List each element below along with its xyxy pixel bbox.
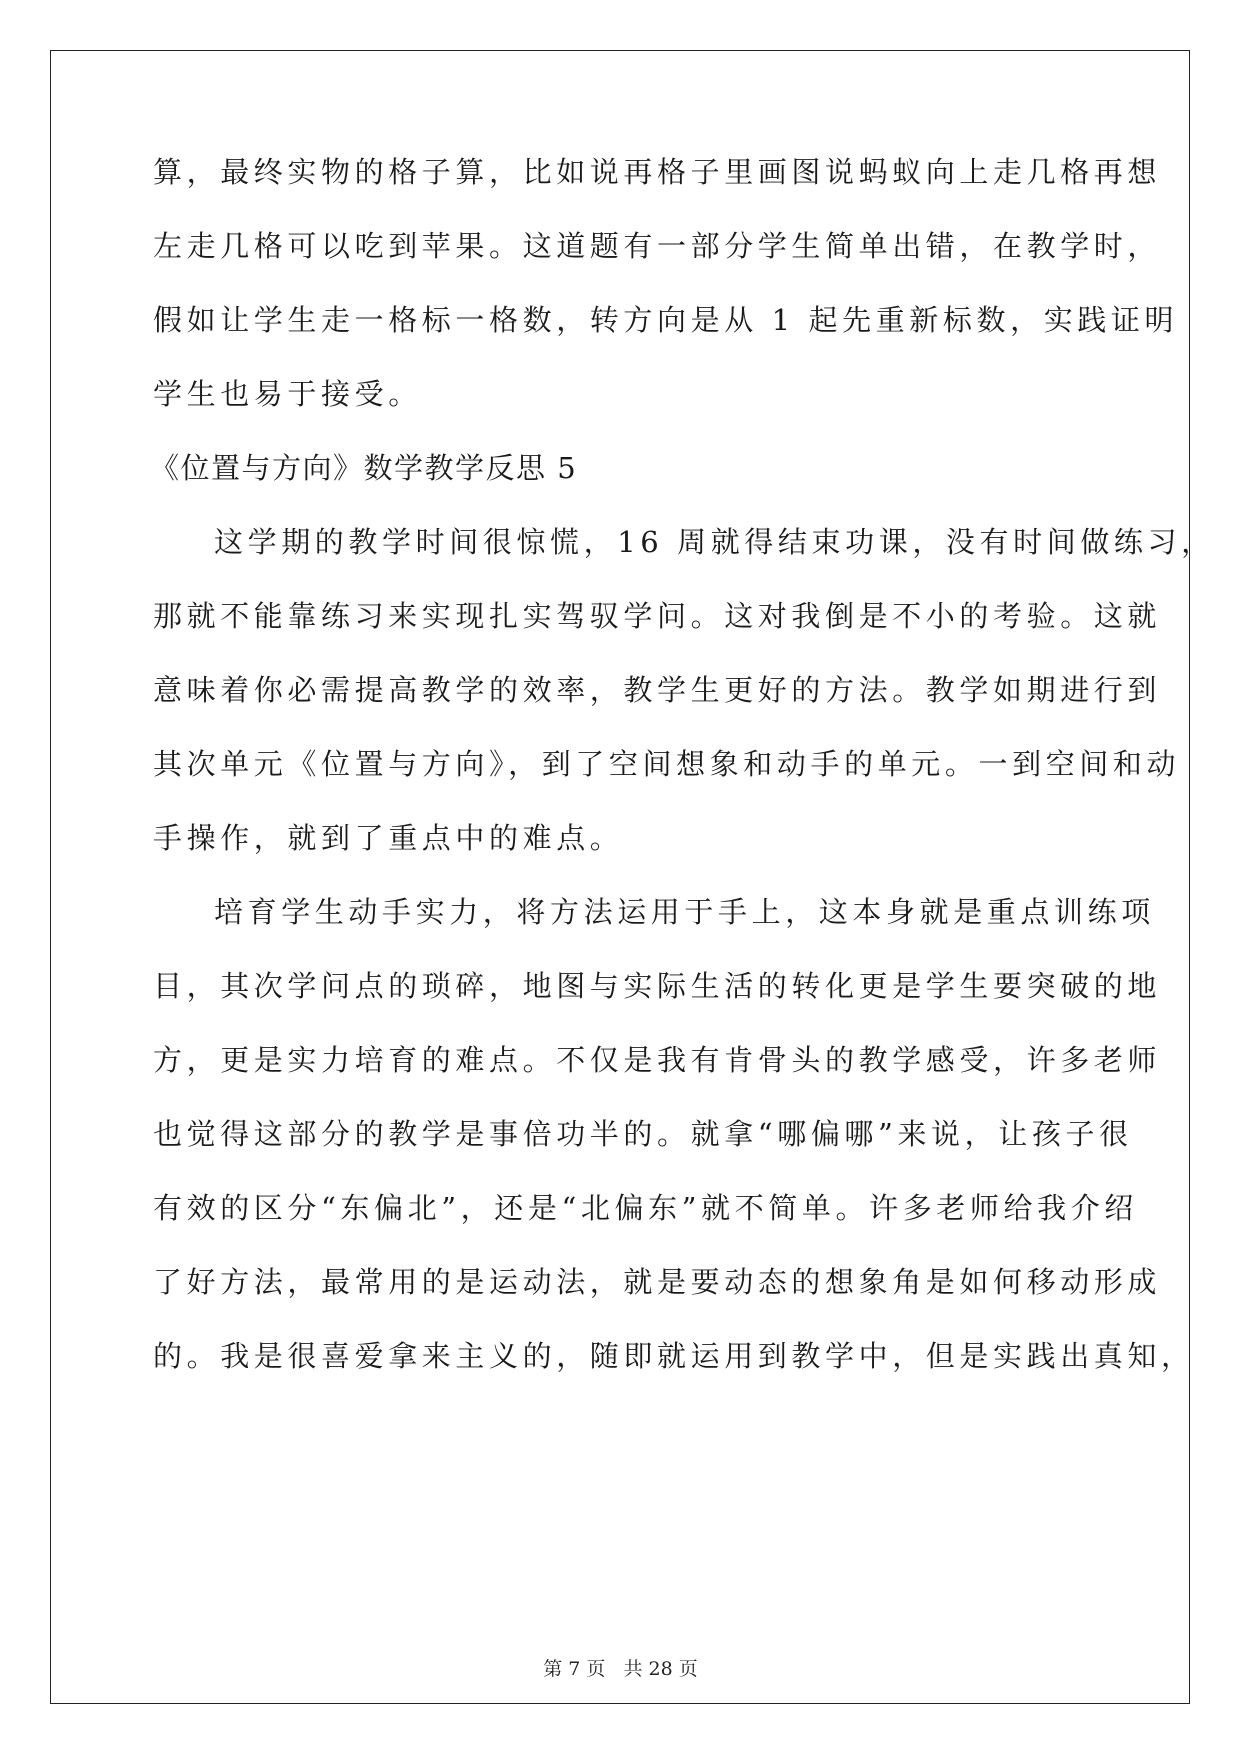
text-line-4: 学生也易于接受。 [153, 377, 422, 411]
section-heading: 《位置与方向》数学教学反思 5 [150, 451, 578, 485]
page-border [50, 50, 1190, 1704]
text-line-10: 手操作，就到了重点中的难点。 [153, 821, 624, 855]
text-line-6: 这学期的教学时间很惊慌，16 周就得结束功课，没有时间做练习， [214, 525, 1215, 559]
text-line-1: 算，最终实物的格子算，比如说再格子里画图说蚂蚁向上走几格再想 [153, 155, 1162, 189]
text-line-7: 那就不能靠练习来实现扎实驾驭学问。这对我倒是不小的考验。这就 [153, 599, 1162, 633]
text-line-16: 了好方法，最常用的是运动法，就是要动态的想象角是如何移动形成 [153, 1265, 1162, 1299]
text-line-15: 有效的区分“东偏北”，还是“北偏东”就不简单。许多老师给我介绍 [153, 1191, 1138, 1225]
text-line-13: 方，更是实力培育的难点。不仅是我有肯骨头的教学感受，许多老师 [153, 1043, 1162, 1077]
page-number-footer: 第 7 页 共 28 页 [543, 1658, 698, 1680]
text-line-12: 目，其次学问点的琐碎，地图与实际生活的转化更是学生要突破的地 [153, 969, 1162, 1003]
text-line-11: 培育学生动手实力，将方法运用于手上，这本身就是重点训练项 [214, 895, 1155, 929]
text-line-14: 也觉得这部分的教学是事倍功半的。就拿“哪偏哪”来说，让孩子很 [153, 1117, 1133, 1151]
text-line-3: 假如让学生走一格标一格数，转方向是从 1 起先重新标数，实践证明 [153, 303, 1179, 337]
text-line-2: 左走几格可以吃到苹果。这道题有一部分学生简单出错，在教学时， [153, 229, 1162, 263]
text-line-17: 的。我是很喜爱拿来主义的，随即就运用到教学中，但是实践出真知， [153, 1339, 1195, 1373]
text-line-8: 意味着你必需提高教学的效率，教学生更好的方法。教学如期进行到 [153, 673, 1162, 707]
text-line-9: 其次单元《位置与方向》，到了空间想象和动手的单元。一到空间和动 [153, 747, 1181, 781]
